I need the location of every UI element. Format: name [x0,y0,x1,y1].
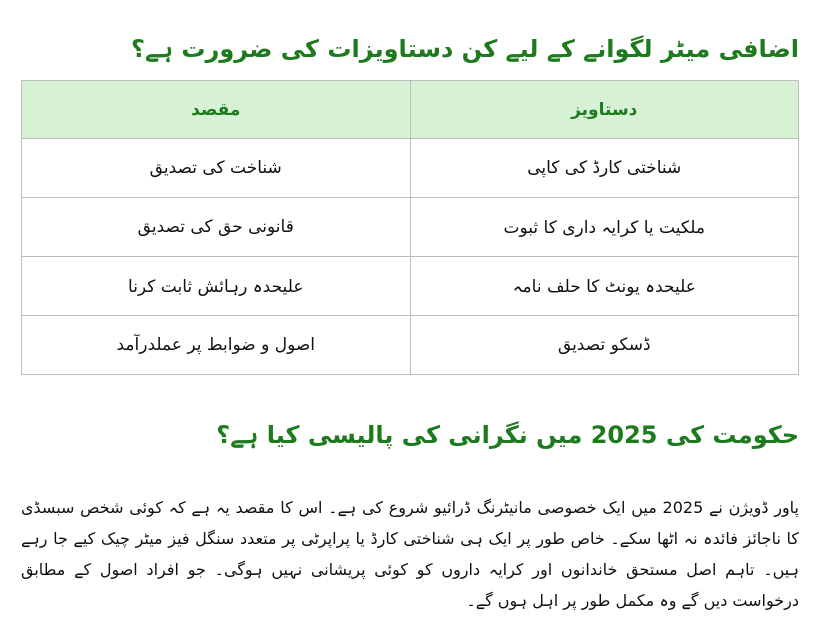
column-header-document: دستاویز [410,81,799,139]
policy-paragraph: پاور ڈویژن نے 2025 میں ایک خصوصی مانیٹرنگ ڈرائیو شروع کی ہے۔ اس کا مقصد یہ ہے کہ کوئی شخص سبسڈی کا ناجائز فائدہ نہ اٹھا سکے۔ خاص طور پر ایک ہی شناختی کارڈ یا پراپرٹی پر متعدد سنگل فیز میٹر چیک کیے جا رہے ہیں۔ تاہم اصل مستحق خاندانوں اور کرایہ داروں کو کوئی پریشانی نہیں ہوگی۔ جو افراد اصول کے مطابق درخواست دیں گے وہ مکمل طور پر اہل ہوں گے۔ [21,498,799,610]
table-cell-purpose: شناخت کی تصدیق [22,139,411,198]
table-cell-document: علیحدہ یونٹ کا حلف نامہ [410,257,799,316]
table-cell-purpose: علیحدہ رہائش ثابت کرنا [22,257,411,316]
section-heading-documents: اضافی میٹر لگوانے کے لیے کن دستاویزات کی ضرورت ہے؟ [131,35,799,63]
table-cell-document: شناختی کارڈ کی کاپی [410,139,799,198]
column-header-purpose: مقصد [22,81,411,139]
table-cell-document: ملکیت یا کرایہ داری کا ثبوت [410,198,799,257]
table-row [22,257,799,316]
table-cell-purpose: اصول و ضوابط پر عملدرآمد [22,316,411,375]
documents-table [21,80,799,375]
table-header-row [22,81,799,139]
table-row [22,139,799,198]
table-row [22,198,799,257]
table-cell-purpose: قانونی حق کی تصدیق [22,198,411,257]
table-row [22,316,799,375]
section-heading-policy: حکومت کی 2025 میں نگرانی کی پالیسی کیا ہے؟ [216,421,799,449]
table-cell-document: ڈسکو تصدیق [410,316,799,375]
